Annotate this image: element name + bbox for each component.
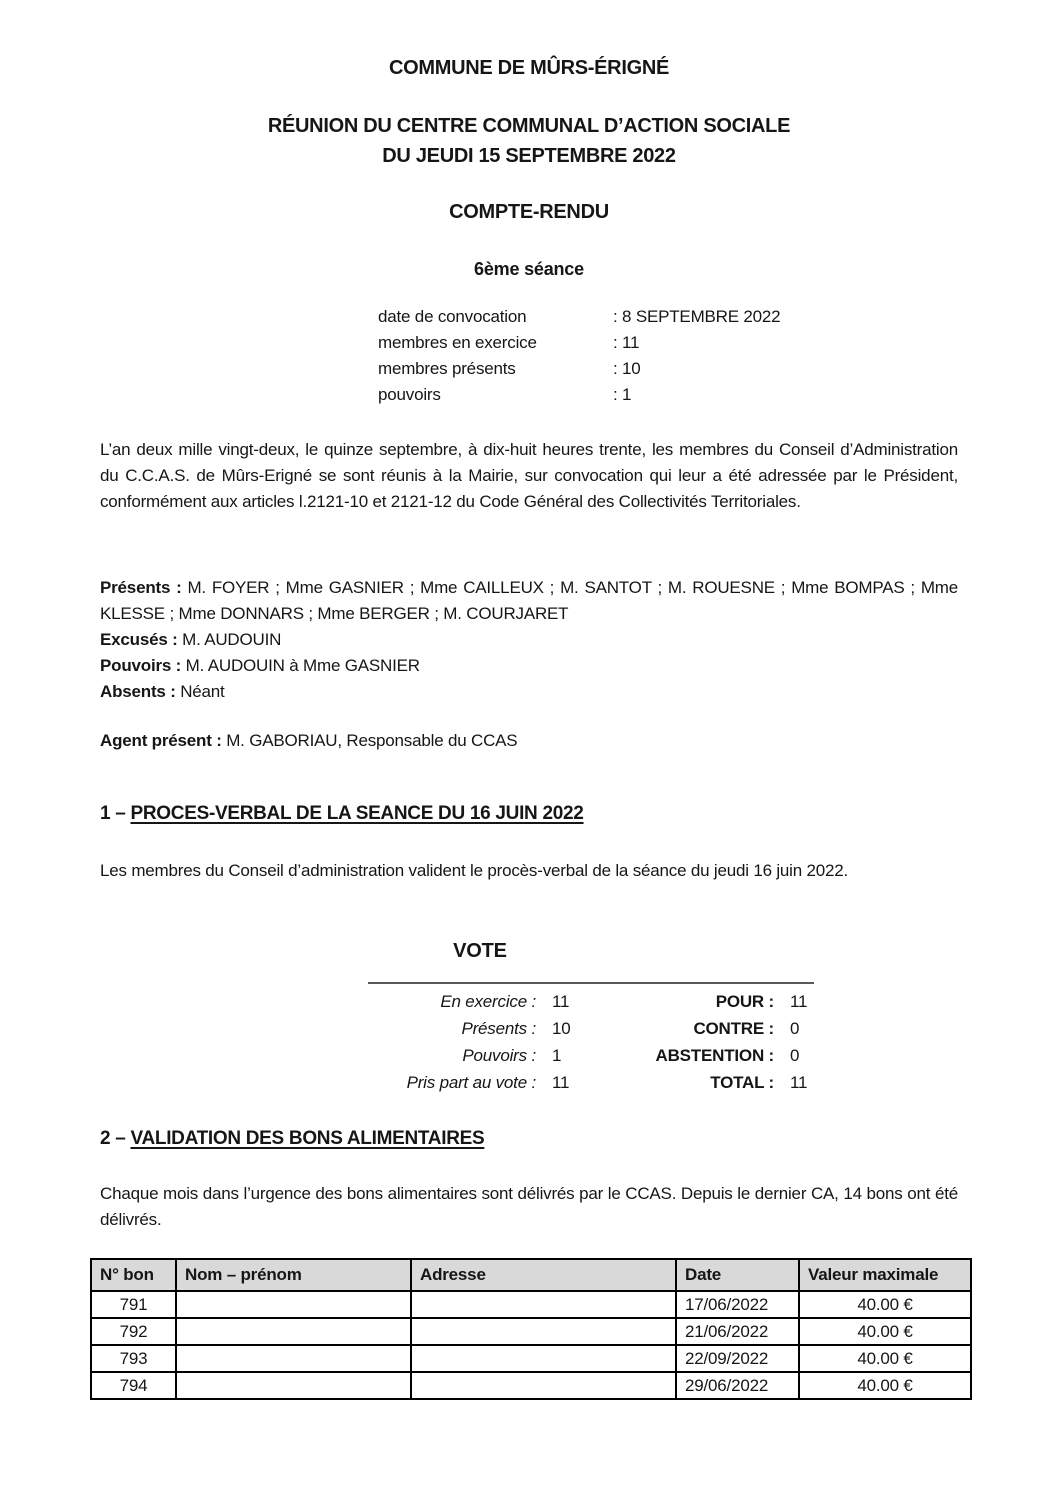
convocation-label: date de convocation [378,307,527,326]
cell-nom [176,1345,411,1372]
section2-title: VALIDATION DES BONS ALIMENTAIRES [130,1128,485,1149]
pouvoirs-label: Pouvoirs : [100,656,182,675]
convocation-row [378,330,798,356]
cell-date: 29/06/2022 [676,1372,799,1399]
excuses-label: Excusés : [100,630,178,649]
vote-right-label: TOTAL : [710,1073,774,1092]
vote-left-label: En exercice : [440,992,536,1011]
session-title: 6ème séance [474,259,584,279]
cell-nom [176,1291,411,1318]
absents-value: Néant [180,682,225,701]
section1-number: 1 – [100,803,131,824]
cell-adresse [411,1318,676,1345]
cell-nom [176,1372,411,1399]
agent-value: M. GABORIAU, Responsable du CCAS [226,731,518,750]
cell-valeur: 40.00 € [799,1345,971,1372]
pouvoirs-value: M. AUDOUIN à Mme GASNIER [185,656,420,675]
section1-body: Les membres du Conseil d’administration valident le procès-verbal de la séance du jeudi 16 juin 2022. [100,861,849,880]
vote-divider [368,982,814,984]
bons-table [90,1258,972,1400]
table-header-row [91,1259,971,1291]
cell-num: 791 [91,1291,176,1318]
convocation-value: : 8 SEPTEMBRE 2022 [613,307,781,326]
convocation-row [378,382,798,408]
header-adresse: Adresse [411,1259,676,1291]
vote-left-label: Pris part au vote : [406,1073,536,1092]
cell-nom [176,1318,411,1345]
vote-heading: VOTE [453,940,507,962]
meeting-title-line1: RÉUNION DU CENTRE COMMUNAL D’ACTION SOCIALE [267,115,791,137]
cell-valeur: 40.00 € [799,1372,971,1399]
absents-line [100,679,958,705]
section2-heading [100,1128,484,1150]
attendance-block [100,575,958,705]
cell-adresse [411,1291,676,1318]
table-row [91,1291,971,1318]
excuses-line [100,627,958,653]
convocation-value: : 1 [613,385,632,404]
vote-left-value: 11 [552,992,570,1011]
cell-adresse [411,1372,676,1399]
doc-type-title: COMPTE-RENDU [449,201,609,223]
table-row [91,1372,971,1399]
presents-label: Présents : [100,578,182,597]
agent-line [100,728,958,754]
cell-valeur: 40.00 € [799,1291,971,1318]
meeting-title-line2: DU JEUDI 15 SEPTEMBRE 2022 [382,145,676,167]
cell-valeur: 40.00 € [799,1318,971,1345]
vote-left-value: 11 [552,1073,570,1092]
convocation-value: : 10 [613,359,641,378]
vote-table [368,988,834,1096]
presents-line [100,575,958,627]
vote-left-label: Présents : [461,1019,536,1038]
cell-date: 17/06/2022 [676,1291,799,1318]
intro-paragraph: L’an deux mille vingt-deux, le quinze septembre, à dix-huit heures trente, les membres du Conseil d’Administration du C.C.A.S. de Mûrs-Erigné se sont réunis à la Mairie, sur convocation qui leur a été adressée par le Président, conformément aux articles l.2121-10 et 2121-12 du Code Général des Collectivités Territoriales. [100,440,958,511]
cell-adresse [411,1345,676,1372]
cell-num: 794 [91,1372,176,1399]
convocation-value: : 11 [613,333,640,352]
convocation-label: pouvoirs [378,385,441,404]
vote-left-label: Pouvoirs : [462,1046,536,1065]
convocation-label: membres présents [378,359,516,378]
section1-title: PROCES-VERBAL DE LA SEANCE DU 16 JUIN 2022 [130,803,584,824]
header-nom-prenom: Nom – prénom [176,1259,411,1291]
cell-date: 22/09/2022 [676,1345,799,1372]
bons-table-grid [90,1258,972,1400]
vote-right-value: 11 [790,992,808,1011]
excuses-value: M. AUDOUIN [182,630,282,649]
cell-date: 21/06/2022 [676,1318,799,1345]
convocation-label: membres en exercice [378,333,537,352]
vote-right-label: CONTRE : [693,1019,774,1038]
vote-left-value: 10 [552,1019,571,1038]
table-row [91,1318,971,1345]
cell-num: 792 [91,1318,176,1345]
pouvoirs-line [100,653,958,679]
vote-right-label: POUR : [715,992,774,1011]
vote-right-value: 0 [790,1046,800,1065]
header-num-bon: N° bon [91,1259,176,1291]
section2-number: 2 – [100,1128,131,1149]
section1-heading [100,803,584,825]
vote-right-value: 0 [790,1019,800,1038]
commune-title: COMMUNE DE MÛRS-ÉRIGNÉ [388,57,670,79]
vote-right-label: ABSTENTION : [655,1046,774,1065]
presents-value: M. FOYER ; Mme GASNIER ; Mme CAILLEUX ; M. SANTOT ; M. ROUESNE ; Mme BOMPAS ; Mme KLESSE ; Mme DONNARS ; Mme BERGER ; M. COURJARET [100,578,958,623]
header-date: Date [676,1259,799,1291]
table-row [91,1345,971,1372]
convocation-block [378,304,798,408]
header-valeur-maximale: Valeur maximale [799,1259,971,1291]
agent-label: Agent présent : [100,731,222,750]
cell-num: 793 [91,1345,176,1372]
vote-right-value: 11 [790,1073,808,1092]
section2-body: Chaque mois dans l’urgence des bons alimentaires sont délivrés par le CCAS. Depuis le dernier CA, 14 bons ont été délivrés. [100,1184,958,1229]
absents-label: Absents : [100,682,176,701]
convocation-row [378,304,798,330]
vote-left-value: 1 [552,1046,562,1065]
convocation-row [378,356,798,382]
